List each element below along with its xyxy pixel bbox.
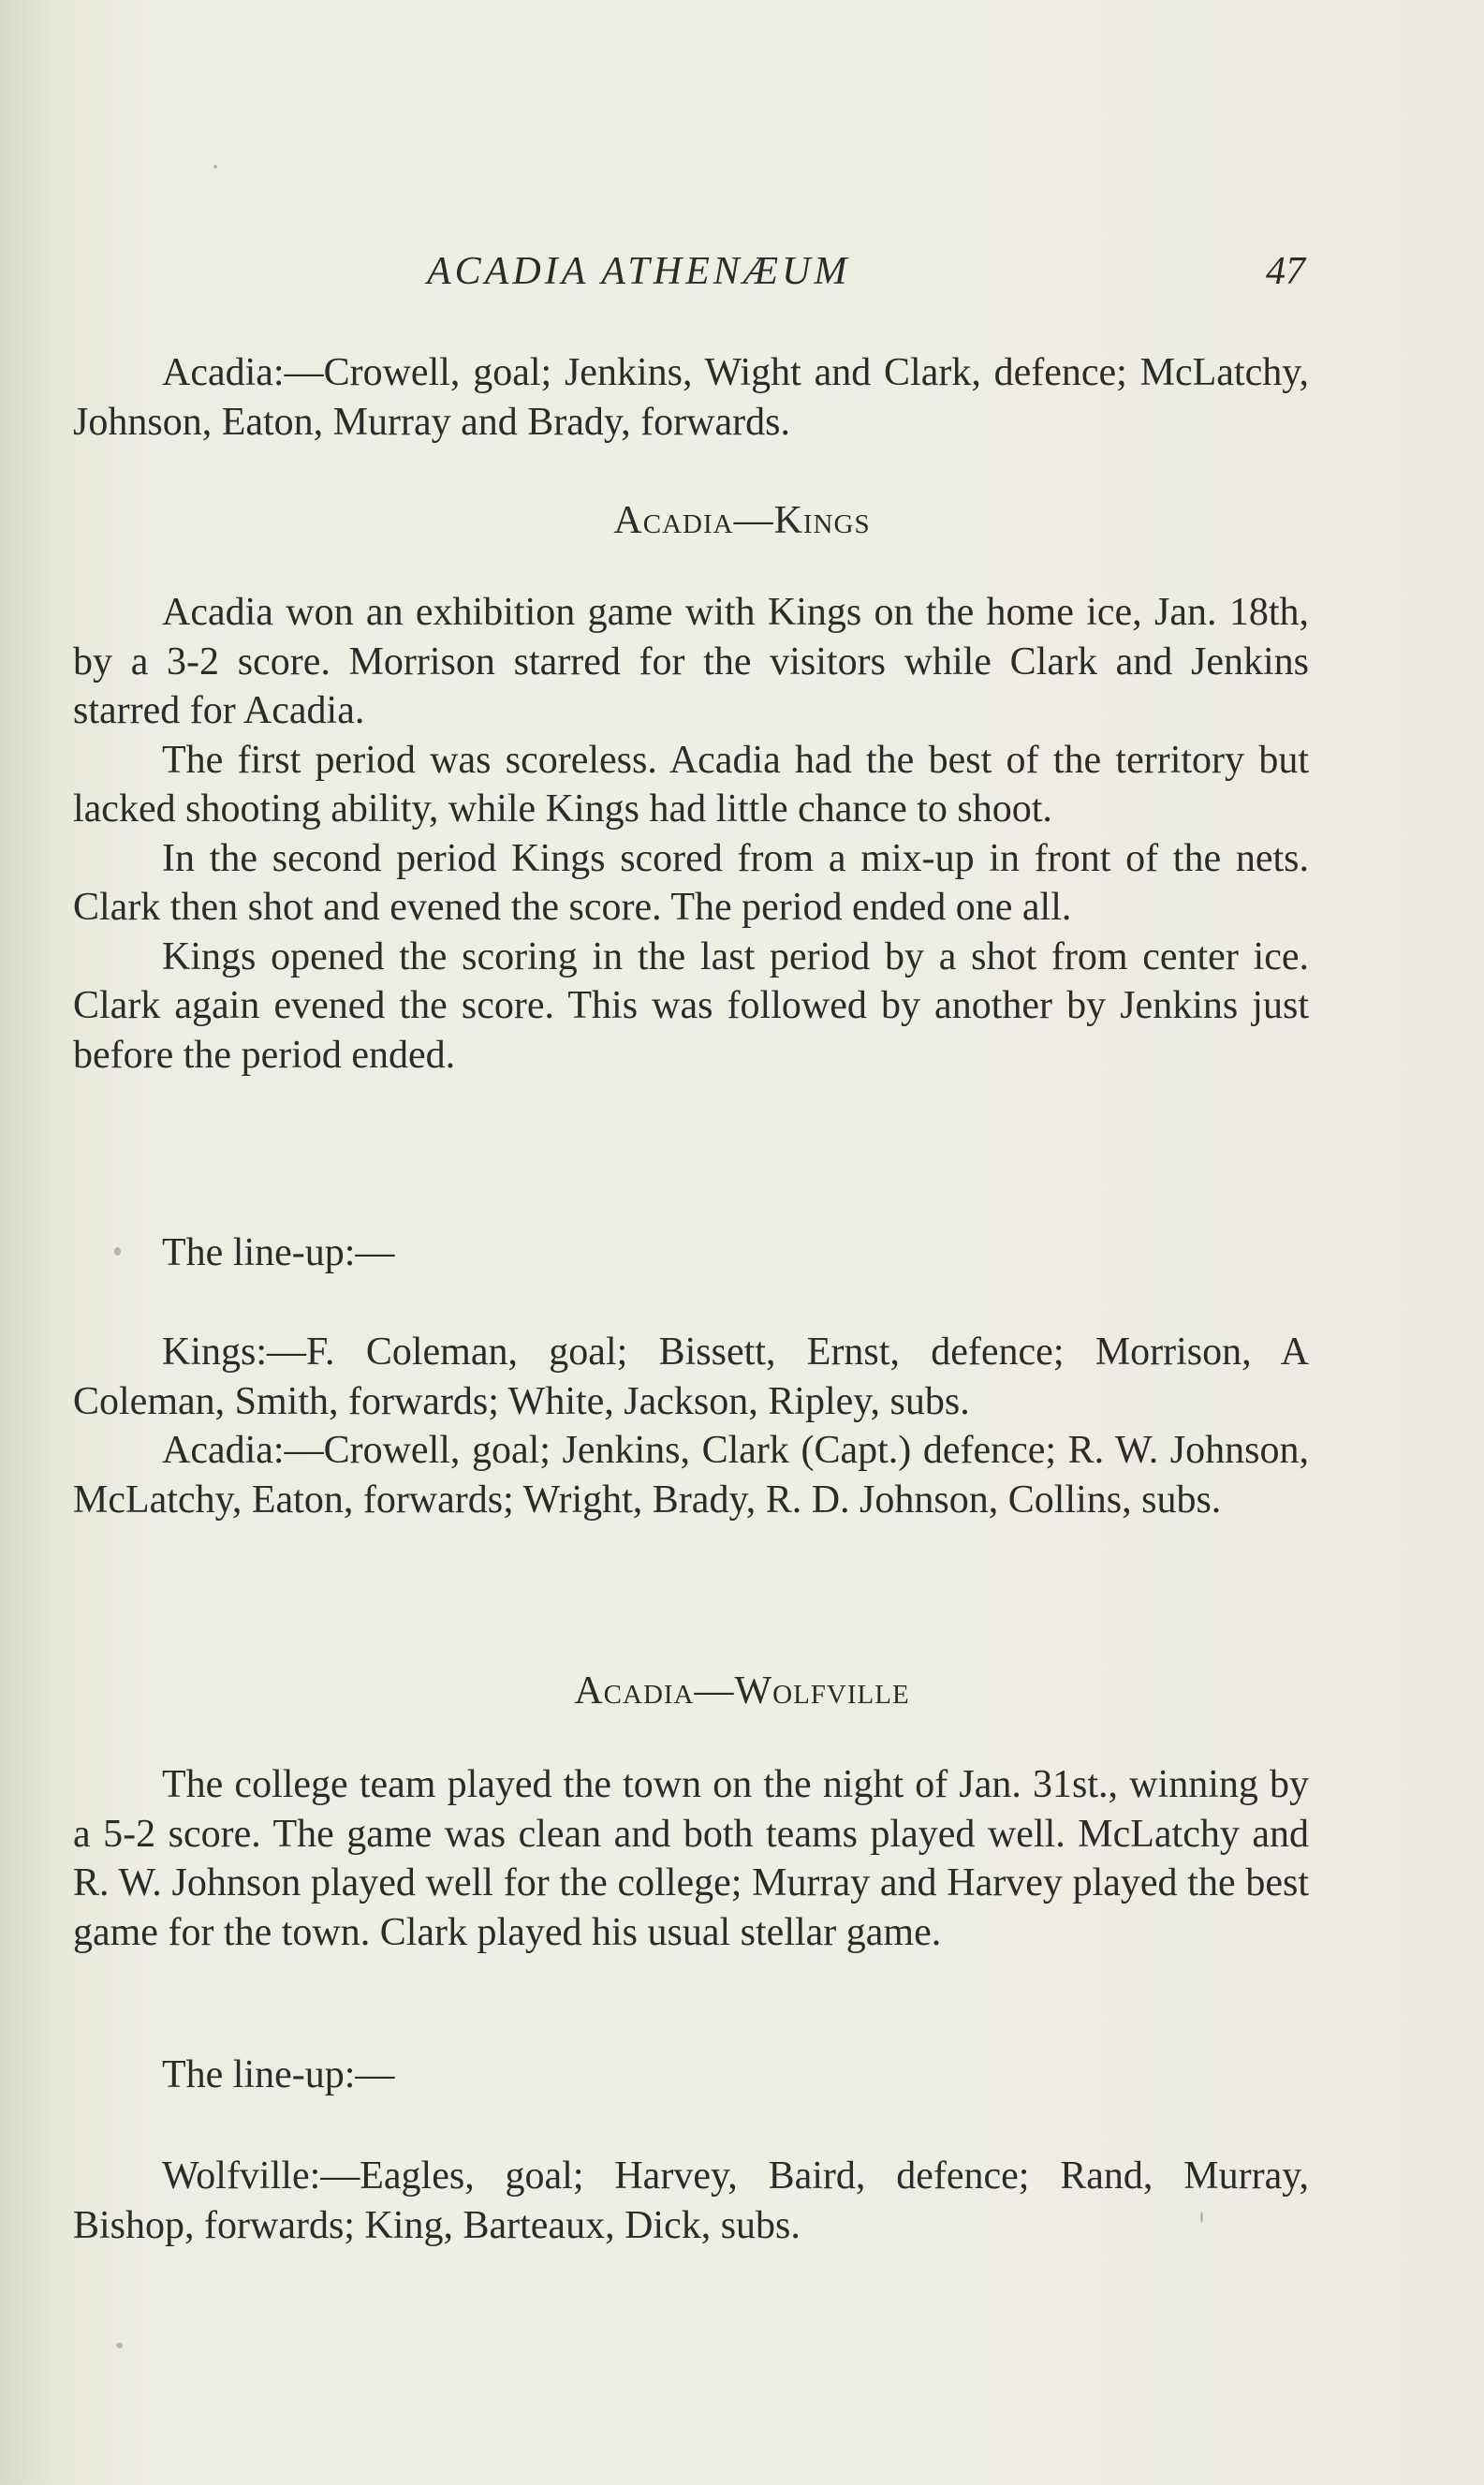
paragraph: Kings:—F. Coleman, goal; Bissett, Ernst, defence; Morrison, A Coleman, Smith, forwards; White, Jackson, Ripley, subs. xyxy=(73,1331,1309,1423)
page-number: 47 xyxy=(1266,250,1305,293)
paper-speck xyxy=(114,1247,121,1256)
paragraph: Kings opened the scoring in the last period by a shot from center ice. Clark again evened the score. This was followed by another by Jenkins just before the period ended. xyxy=(73,934,1309,1077)
running-title: ACADIA ATHENÆUM xyxy=(427,250,851,293)
page-header xyxy=(0,249,1484,305)
paragraph: Wolfville:—Eagles, goal; Harvey, Baird, defence; Rand, Murray, Bishop, forwards; King, Barteaux, Dick, subs. xyxy=(73,2154,1309,2247)
paper-speck xyxy=(116,2343,123,2348)
paper-speck xyxy=(213,165,217,169)
lineup-label: The line-up:— xyxy=(162,2053,395,2096)
paragraph: The college team played the town on the night of Jan. 31st., winning by a 5-2 score. The game was clean and both teams played well. McLatchy and R. W. Johnson played well for the college; Murray and Harvey played the best game for the town. Clark played his usual stellar game. xyxy=(73,1763,1309,1954)
wolfville-report xyxy=(73,1760,1309,1957)
paragraph: The first period was scoreless. Acadia had the best of the territory but lacked shooting ability, while Kings had little chance to shoot. xyxy=(73,738,1309,831)
paragraph: Acadia:—Crowell, goal; Jenkins, Clark (Capt.) defence; R. W. Johnson, McLatchy, Eaton, forwards; Wright, Brady, R. D. Johnson, Collins, subs. xyxy=(73,1429,1309,1522)
section-heading-kings: Acadia—Kings xyxy=(613,499,871,542)
paragraph: Acadia:—Crowell, goal; Jenkins, Wight and Clark, defence; McLatchy, Johnson, Eaton, Murray and Brady, forwards. xyxy=(73,351,1309,444)
kings-report xyxy=(73,588,1309,1080)
paragraph: In the second period Kings scored from a mix-up in front of the nets. Clark then shot and evened the score. The period ended one all. xyxy=(73,836,1309,929)
lineup-label-kings xyxy=(73,1228,1309,1278)
section-heading-wolfville: Acadia—Wolfville xyxy=(574,1669,910,1713)
paper-speck xyxy=(1200,2212,1203,2223)
lineup-label: The line-up:— xyxy=(162,1231,395,1274)
wolfville-lineup xyxy=(73,2152,1309,2250)
lineup-label-wolfville xyxy=(73,2051,1309,2100)
paragraph: Acadia won an exhibition game with Kings on the home ice, Jan. 18th, by a 3-2 score. Morrison starred for the visitors while Clark and Jenkins starred for Acadia. xyxy=(73,591,1309,732)
acadia-lineup-top xyxy=(73,348,1309,447)
kings-lineups xyxy=(73,1328,1309,1524)
